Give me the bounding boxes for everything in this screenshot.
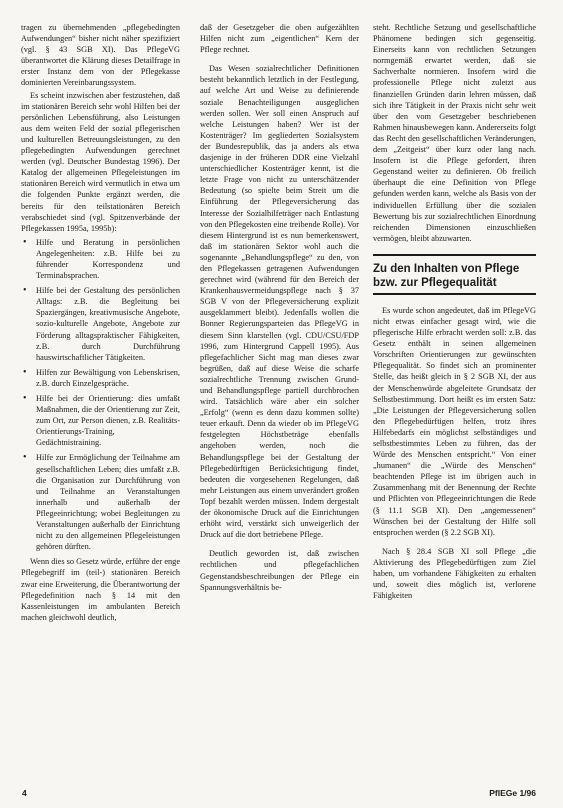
paragraph: steht. Rechtliche Setzung und gesellschaftliche Phänomene bedingen sich gegenseitig. Einerseits kann von rechtlichen Setzungen normgemäß erwartet werden, daß sie Sachverhalte normieren. Insofern wird die professionelle Pflege nicht zuletzt aus finanziellen Gründen darin lehren müssen, daß sich ihre Tätigkeit in der Praxis nicht sehr weit über den vom Gesetzgeber beschriebenen Rahmen hinausbewegen kann. Andererseits folgt das Recht den gesellschaftlichen Veränderungen, dem „Zeitgeist“ über kurz oder lang nach. Insofern ist die Pflege gefordert, ihren Gegenstand weiter zu definieren. Ob freilich überhaupt die eine Definition von Pflege gefunden werden kann, welche als Basis von der individuellen Erfüllung über die sozialen Bewertung bis zur sozialrechtlichen Einordnung reichenden Dimensionen einzuschließen vermögen, bleibt abzuwarten.	[373, 23, 536, 243]
section-heading-box	[373, 254, 536, 295]
paragraph: Es wurde schon angedeutet, daß im PflegeVG nicht etwas einfacher gesagt wird, wie die pflegerische Hilfe erbracht werden soll: z.B. das Gesetz enthält in seinen allgemeinen Vorschriften Orientierungen zur gewünschten Pflegequalität. So findet sich an prominenter Stelle, das heißt gleich in § 2 SGB XI, der aus der Menschenwürde abgeleitete Grundsatz der Selbstbestimmung. Dort heißt es im ersten Satz: „Die Leistungen der Pflegeversicherung sollen den Pflegebedürftigen helfen, trotz ihres Hilfebedarfs ein möglichst selbständiges und selbstbestimmtes Leben zu führen, das der Würde des Menschen entspricht.“ Von einer „humanen“ die „Würde des Menschen“ beachtenden Pflege ist im übrigen auch in Zusammenhang mit der Benennung der Rechte und Pflichten von Pflegeeinrichtungen die Rede (§ 11.1 SGB XI). Den „angemessenen“ Wünschen bei der Gestaltung der Hilfe soll entsprochen werden (§ 2.2 SGB XI).	[373, 305, 536, 537]
heading-rule	[373, 293, 536, 295]
paragraph: Nach § 28.4 SGB XI soll Pflege „die Aktivierung des Pflegebedürftigen zum Ziel haben, um vorhandene Fähigkeiten zu erhalten und, soweit dies möglich ist, verlorene Fähigkeiten	[373, 546, 536, 601]
text-column-3	[373, 22, 536, 601]
page-number: 4	[22, 788, 27, 798]
list-item: • Hilfe und Beratung in persönlichen Angelegenheiten: z.B. Hilfe bei zu führender Korrespondenz und Terminabsprachen.	[21, 237, 180, 281]
paragraph: Es scheint inzwischen aber festzustehen, daß im stationären Bereich sehr wohl Hilfen bei der persönlichen Lebensführung, also Leistungen aus dem weiten Feld der sozial pflegerischen und kulturellen Betreuungsleistungen, zu den pflegebedingten Aufwendungen gerechnet werden (vgl. Deutscher Bundestag 1996). Der Katalog der allgemeinen Pflegeleistungen im stationären Bereich wird vermutlich in etwa um die folgenden Punkte ergänzt werden, die bereits für den teilstationären Bereich verabschiedet sind (vgl. Spitzenverbände der Pflegekassen 1995a, 1995b):	[21, 90, 180, 233]
section-heading: Zu den Inhalten von Pflege bzw. zur Pflegequalität	[373, 262, 520, 289]
list-item: • Hilfe bei der Gestaltung des persönlichen Alltags: z.B. die Begleitung bei Spaziergängen, kreativmusische Angebote, sozio-kulturelle Angebote, Angebote zur Förderung alltagspraktischer Fähigkeiten, z.B. durch Durchführung hauswirtschaftlicher Tätigkeiten.	[21, 285, 180, 363]
text-column-2	[200, 22, 359, 593]
journal-name: PflEGe 1/96	[489, 788, 536, 798]
paragraph: Das Wesen sozialrechtlicher Definitionen besteht bekanntlich letztlich in der Festlegung, auf welche Art und Weise zu definierende soziale Benachteiligungen ausgeglichen werden sollen. Wer soll einen Anspruch auf welche Leistungen haben? Wer ist der Kostenträger? Im gegliederten Sozialsystem der Bundesrepublik, das ja anders als etwa dasjenige in der früheren DDR eine Vielzahl unterschiedlicher Kostenträger kennt, ist die letzte Frage von nicht zu unterschätzender Bedeutung (so spielte beim Streit um die Einführung der Pflegeversicherung das Interesse der Sozialhilfeträger nach Entlastung von den Pflegekosten eine treibende Rolle). Vor diesem Hintergrund ist es nun bemerkenswert, daß im stationären Sektor wohl auch die sogenannte „Behandlungspflege“ zu den, von den Pflegekassen getragenen Aufwendungen gerechnet wird (während für den Bereich der Krankenhausvermeidungspflege nach § 37 SGB V von der Pflegeversicherung explizit ausgeklammert bleibt). Jedenfalls wollen die Bonner Regierungsparteien das PflegeVG in diesem Sinn klarstellen (vgl. CDU/CSU/FDP 1996, zum Hintergrund Cappell 1995). Aus pflegefachlicher Sicht mag man dieses zwar begrüßen, daß auf diese Weise die scharfe sozialrechtliche Trennung zwischen Grund- und Behandlungspflege partiell durchbrochen wird. Tatsächlich wäre aber ein solcher „Erfolg“ (wenn es denn dazu kommen sollte) teuer erkauft. Denn da wieder ob im PflegeVG festgelegten Höchstbeträge ebenfalls angehoben werden, noch die Behandlungspflege bei der Gestaltung der Pflegebedürftigen Berücksichtigung findet, bedeuten die vorgesehenen Regelungen, daß mehr Leistungen aus einem unverändert großen Topf bezahlt werden müssen. Indem dergestalt der ökonomische Druck auf die Einrichtungen erhöht wird, verstärkt sich unweigerlich der Druck auf die dort betriebene Pflege.	[200, 64, 359, 540]
list-item: • Hilfe zur Ermöglichung der Teilnahme am gesellschaftlichen Leben; dies umfaßt z.B. die Organisation zur Durchführung von und Teilnahme an Veranstaltungen innerhalb und außerhalb der Pflegeeinrichtung; wobei Begleitungen zu Veranstaltungen außerhalb der Einrichtung nicht zu den allgemeinen Pflegeleistungen gehören dürften.	[21, 452, 180, 552]
text-column-1	[21, 22, 180, 623]
list-item: • Hilfen zur Bewältigung von Lebenskrisen, z.B. durch Einzelgespräche.	[21, 367, 180, 389]
paragraph: daß der Gesetzgeber die oben aufgezählten Hilfen nicht zum „eigentlichen“ Kern der Pflege rechnet.	[200, 23, 359, 55]
list-item: • Hilfe bei der Orientierung: dies umfaßt Maßnahmen, die der Orientierung zur Zeit, zum Ort, zur Person dienen, z.B. Realitäts-Orientierungs-Training, Gedächtnistraining.	[21, 393, 180, 448]
bullet-list	[21, 237, 180, 553]
paragraph: Deutlich geworden ist, daß zwischen rechtlichen und pflegefachlichen Gegenstandsbeschreibungen der Pflege ein Spannungsverhältnis be-	[200, 549, 359, 592]
paragraph: Wenn dies so Gesetz würde, erführe der enge Pflegebegriff im (teil-) stationären Bereich zwar eine Erweiterung, die Überantwortung der Pflegedefinition nach § 14 mit den Kassenleistungen im ambulanten Bereich machen gleichwohl deutlich,	[21, 557, 180, 622]
paragraph: tragen zu übernehmenden „pflegebedingten Aufwendungen“ bisher nicht näher spezifiziert (vgl. § 43 SGB XI). Das PflegeVG überantwortet die Klärung dieses Detailfrage in erster Instanz dem von der Pflegekasse dominierten Vereinbarungssystem.	[21, 23, 180, 88]
